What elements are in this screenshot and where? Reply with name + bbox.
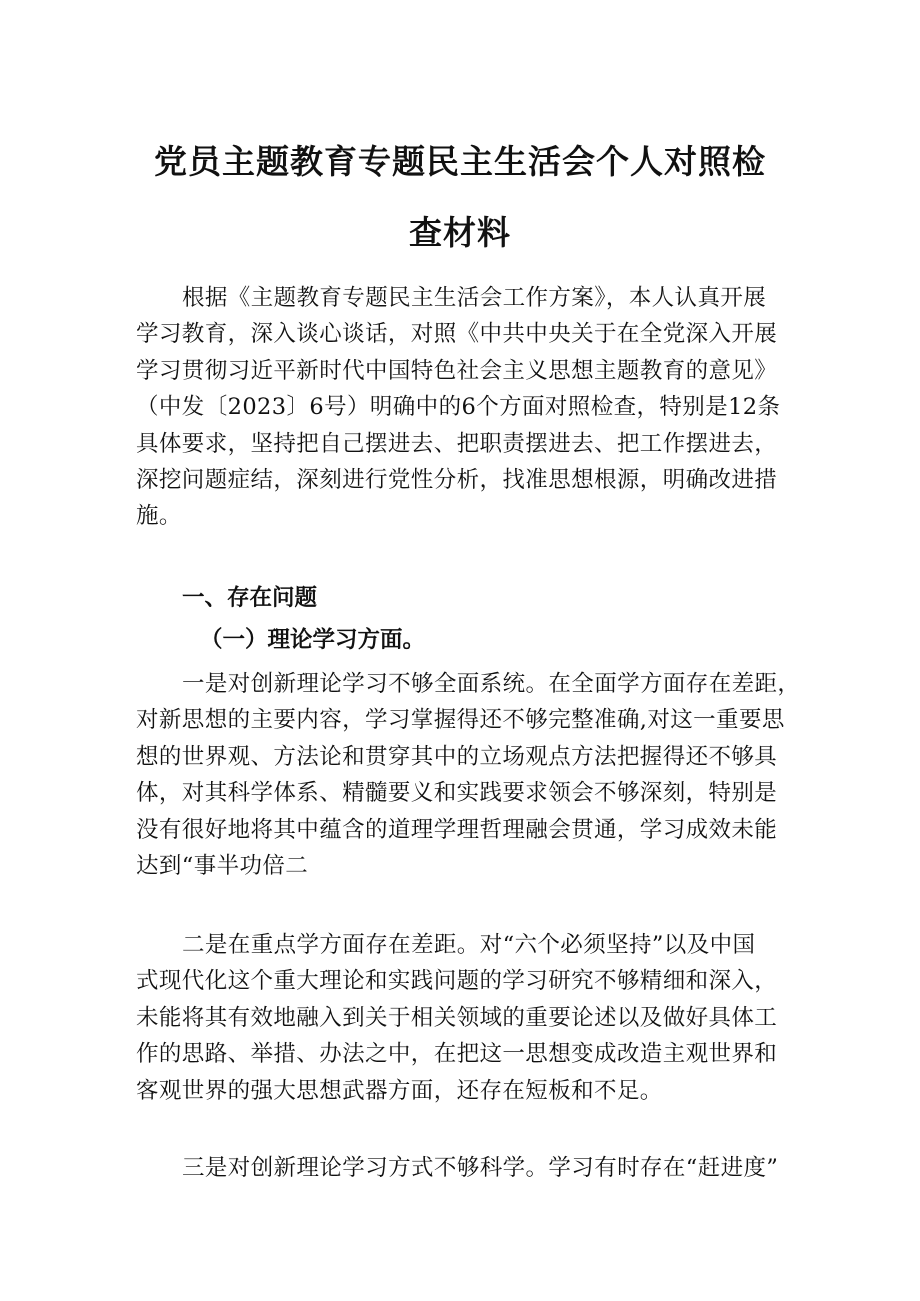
intro-paragraph: [136, 280, 796, 535]
intro-line: 施。: [136, 503, 182, 530]
intro-line: 具体要求，坚持把自己摆进去、把职责摆进去、把工作摆进去，: [136, 430, 778, 457]
paragraph-line: 三是对创新理论学习方式不够科学。学习有时存在“赶进度”: [182, 1155, 779, 1181]
paragraph-line: 作的思路、举措、办法之中，在把这一思想变成改造主观世界和: [136, 1041, 778, 1068]
paragraph-line: 未能将其有效地融入到关于相关领域的重要论述以及做好具体工: [136, 1004, 778, 1031]
paragraph-line: 二是在重点学方面存在差距。对“六个必须坚持”以及中国: [182, 932, 756, 958]
document-title-line-2: 查材料: [409, 213, 511, 252]
subsection-heading-theory: （一）理论学习方面。: [200, 627, 426, 653]
paragraph-line: 达到“事半功倍二: [136, 852, 309, 879]
paragraph-3: [136, 1150, 796, 1186]
section-heading-problems: 一、存在问题: [182, 585, 318, 611]
paragraph-line: 式现代化这个重大理论和实践问题的学习研究不够精细和深入，: [136, 968, 778, 995]
paragraph-line: 想的世界观、方法论和贯穿其中的立场观点方法把握得还不够具: [136, 743, 778, 770]
paragraph-line: 对新思想的主要内容，学习掌握得还不够完整准确,对这一重要思: [136, 707, 785, 734]
paragraph-2: [136, 927, 796, 1109]
paragraph-line: 一是对创新理论学习不够全面系统。在全面学方面存在差距，: [182, 671, 801, 697]
paragraph-line: 没有很好地将其中蕴含的道理学理哲理融会贯通，学习成效未能: [136, 816, 778, 843]
document-title-line-1: 党员主题教育专题民主生活会个人对照检: [154, 142, 766, 181]
intro-line: 根据《主题教育专题民主生活会工作方案》，本人认真开展: [182, 285, 767, 311]
paragraph-1: [136, 666, 801, 884]
intro-line: 深挖问题症结，深刻进行党性分析，找准思想根源，明确改进措: [136, 466, 778, 493]
paragraph-line: 体，对其科学体系、精髓要义和实践要求领会不够深刻，特别是: [136, 780, 778, 807]
intro-line: 学习贯彻习近平新时代中国特色社会主义思想主题教育的意见》: [136, 357, 778, 384]
intro-line: 学习教育，深入谈心谈话，对照《中共中央关于在全党深入开展: [136, 321, 778, 348]
paragraph-line: 客观世界的强大思想武器方面，还存在短板和不足。: [136, 1077, 663, 1104]
intro-line: （中发〔2023〕6号）明确中的6个方面对照检查，特别是12条: [136, 394, 781, 421]
